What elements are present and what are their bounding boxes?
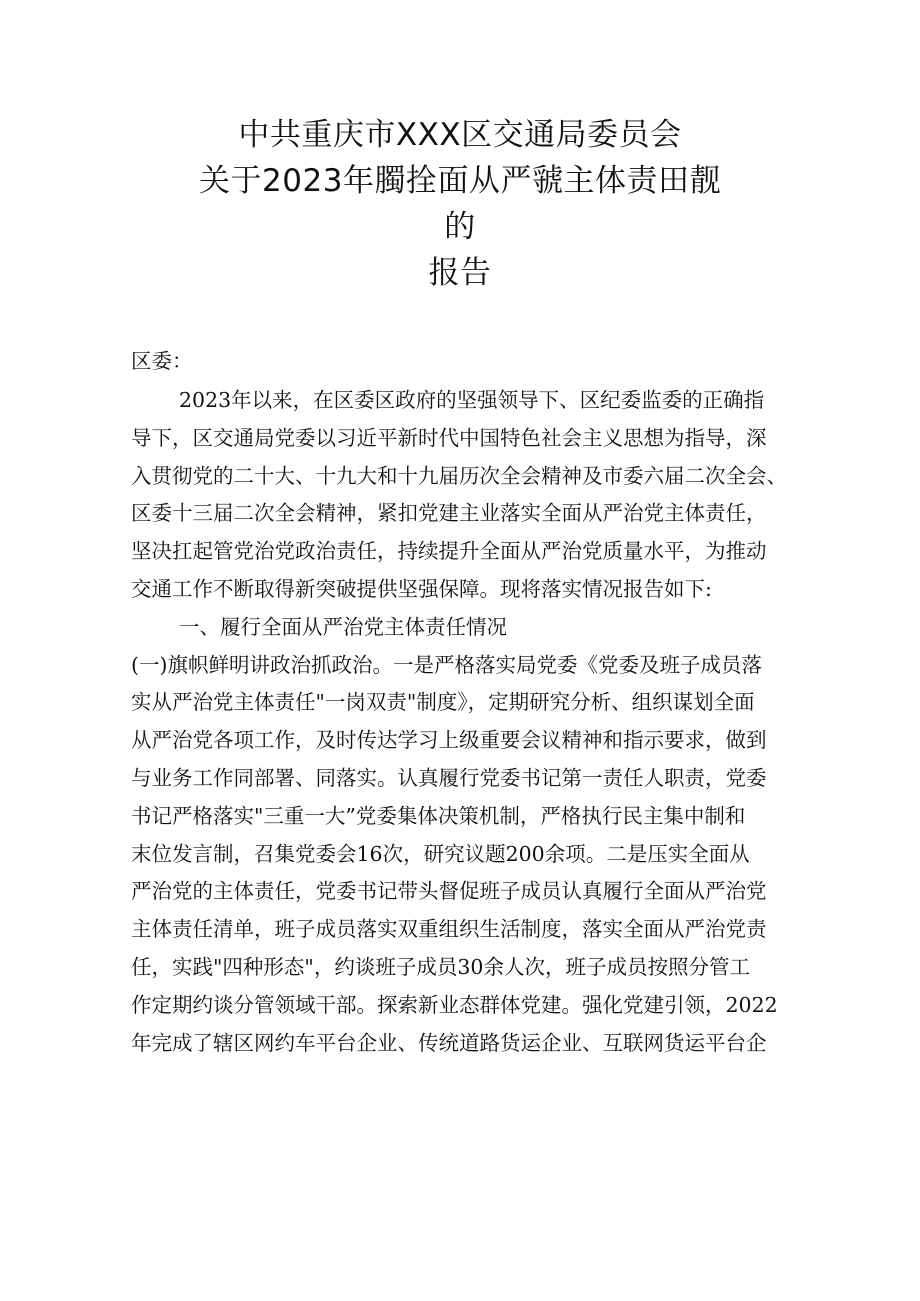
paragraph-line: (一)旗帜鲜明讲政治抓政治。一是严格落实局党委《党委及班子成员落 (131, 652, 762, 677)
paragraph-line: 作定期约谈分管领域干部。探索新业态群体党建。强化党建引领，2022 (131, 992, 778, 1017)
paragraph-line: 末位发言制，召集党委会16次，研究议题200余项。二是压实全面从 (131, 841, 750, 866)
paragraph-line: 主体责任清单，班子成员落实双重组织生活制度，落实全面从严治党责 (131, 917, 767, 942)
paragraph-line: 与业务工作同部署、同落实。认真履行党委书记第一责任人职责，党委 (131, 765, 767, 790)
document-body (131, 340, 811, 1062)
paragraph-line: 严治党的主体责任，党委书记带头督促班子成员认真履行全面从严治党 (131, 879, 767, 904)
title-line-4: 报告 (428, 255, 492, 291)
paragraph-line: 书记严格落实"三重一大”党委集体决策机制，严格执行民主集中制和 (131, 803, 746, 828)
title-line-3: 的 (444, 209, 476, 245)
paragraph-line: 从严治党各项工作，及时传达学习上级重要会议精神和指示要求，做到 (131, 728, 767, 753)
paragraph-line: 区委十三届二次全会精神，紧扣党建主业落实全面从严治党主体责任， (131, 501, 767, 526)
paragraph-line: 入贯彻党的二十大、十九大和十九届历次全会精神及市委六届二次全会、 (131, 463, 787, 488)
paragraph-line: 任，实践"四种形态"，约谈班子成员30余人次，班子成员按照分管工 (131, 954, 750, 979)
paragraph-line: 2023年以来，在区委区政府的坚强领导下、区纪委监委的正确指 (179, 388, 765, 412)
document-title (0, 112, 920, 296)
section-heading: 一、履行全面从严治党主体责任情况 (179, 614, 507, 639)
paragraph-line: 导下，区交通局党委以习近平新时代中国特色社会主义思想为指导，深 (131, 425, 767, 450)
title-line-2: 关于2023年臅拴面从严虢主体责田靓 (199, 163, 721, 199)
paragraph-line: 交通工作不断取得新突破提供坚强保障。现将落实情况报告如下: (131, 576, 712, 601)
paragraph-line: 实从严治党主体责任"一岗双责"制度》，定期研究分析、组织谋划全面 (131, 690, 755, 715)
paragraph-line: 年完成了辖区网约车平台企业、传统道路货运企业、互联网货运平台企 (131, 1030, 767, 1055)
title-line-1: 中共重庆市XXX区交通局委员会 (238, 117, 682, 153)
paragraph-line: 坚决扛起管党治党政治责任，持续提升全面从严治党质量水平，为推动 (131, 539, 767, 564)
salutation: 区委： (131, 349, 193, 373)
